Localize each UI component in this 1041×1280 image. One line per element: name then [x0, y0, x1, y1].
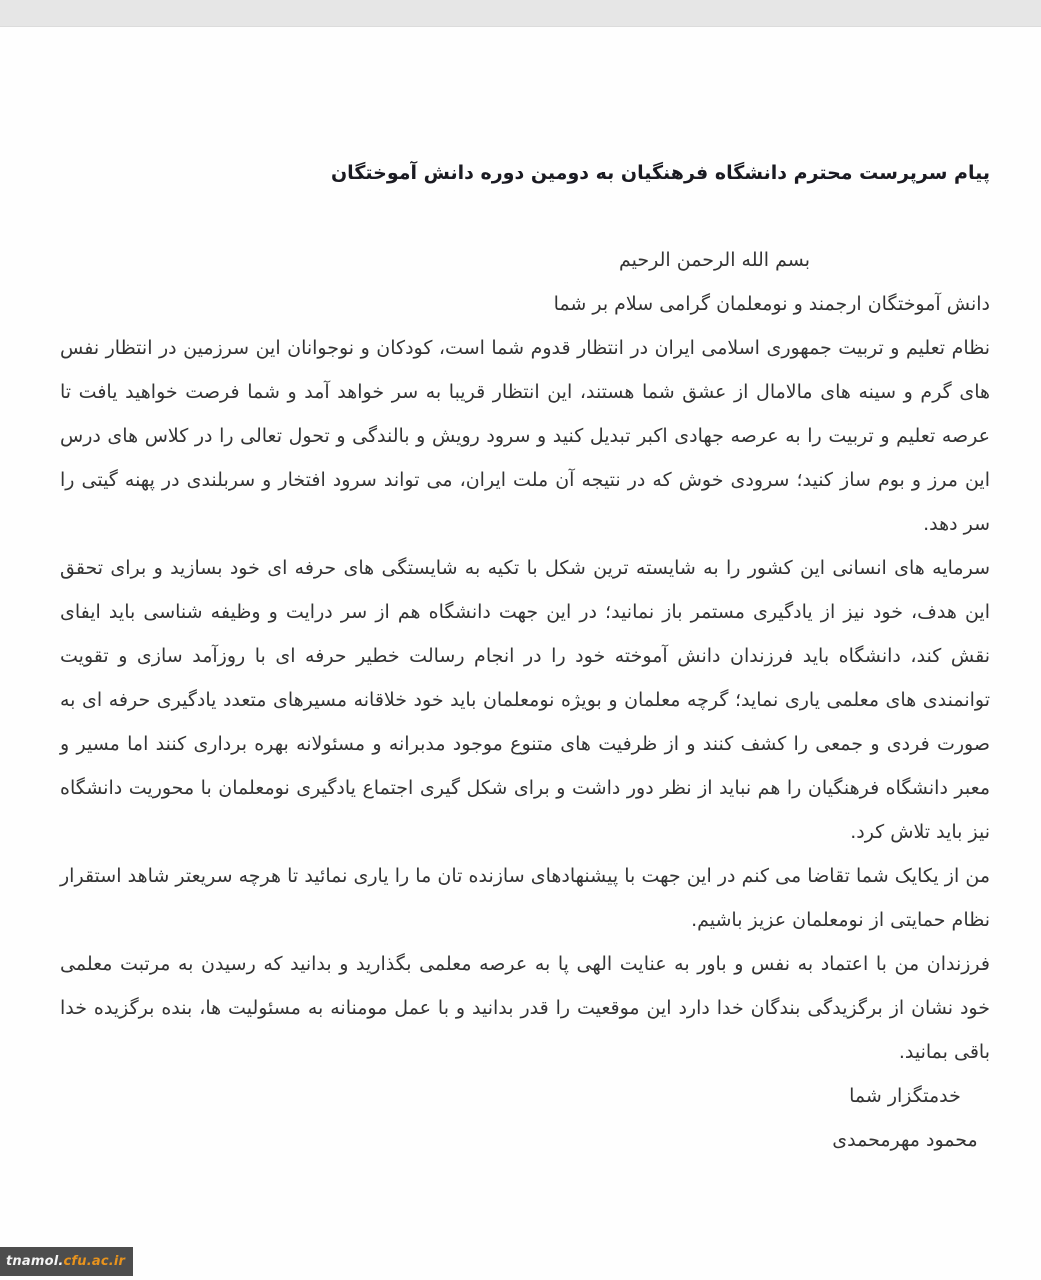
salutation-line: دانش آموختگان ارجمند و نومعلمان گرامی سلام بر شما — [553, 293, 990, 315]
signature-block — [820, 1074, 990, 1162]
letter-paragraph: من از یکایک شما تقاضا می کنم در این جهت با پیشنهادهای سازنده تان ما را یاری نمائید تا هرچه سریعتر شاهد استقرار نظام حمایتی از نومعلمان عزیز باشیم. — [60, 865, 990, 931]
watermark-site-domain: cfu.ac.ir — [63, 1254, 126, 1269]
basmala-line: بسم الله الرحمن الرحیم — [619, 249, 810, 271]
letter-paragraph: سرمایه های انسانی این کشور را به شایسته ترین شکل با تکیه به شایستگی های حرفه ای خود بسازید و برای تحقق این هدف، خود نیز از یادگیری مستمر باز نمانید؛ در این جهت دانشگاه هم از سر درایت و وظیفه شناسی باید ایفای نقش کند، دانشگاه باید فرزندان دانش آموخته خود را در انجام رسالت خطیر حرفه ای با روزآمد سازی و تقویت توانمندی های معلمی یاری نماید؛ گرچه معلمان و بویژه نومعلمان باید خود خلاقانه مسیرهای متعدد یادگیری حرفه ای به صورت فردی و جمعی را کشف کنند و از ظرفیت های متنوع موجود مدبرانه و مسئولانه بهره برداری کنند اما مسیر و معبر دانشگاه فرهنگیان را هم نباید از نظر دور داشت و برای شکل گیری اجتماع یادگیری نومعلمان با محوریت دانشگاه نیز باید تلاش کرد. — [60, 557, 990, 843]
watermark-site-prefix: tnamol. — [6, 1254, 64, 1269]
letter-title: پیام سرپرست محترم دانشگاه فرهنگیان به دومین دوره دانش آموختگان — [330, 162, 990, 184]
signature-name: محمود مهرمحمدی — [832, 1129, 978, 1151]
letter-paragraph: نظام تعلیم و تربیت جمهوری اسلامی ایران در انتظار قدوم شما است، کودکان و نوجوانان این سرزمین در انتظار نفس های گرم و سینه های مالامال از عشق شما هستند، این انتظار قریبا به سر خواهد آمد و شما فرصت خواهید یافت تا عرصه تعلیم و تربیت را به عرصه جهادی اکبر تبدیل کنید و سرود رویش و بالندگی و تحول تعالی را در کلاس های درس این مرز و بوم ساز کنید؛ سرودی خوش که در نتیجه آن ملت ایران، می تواند سرود افتخار و سربلندی در پهنه گیتی را سر دهد. — [60, 337, 990, 535]
watermark-badge — [0, 1247, 133, 1276]
letter-paragraph: فرزندان من با اعتماد به نفس و باور به عنایت الهی پا به عرصه معلمی بگذارید و بدانید که رسیدن به مرتبت معلمی خود نشان از برگزیدگی بندگان خدا دارد این موقعیت را قدر بدانید و با عمل مومنانه به مسئولیت ها، بنده برگزیده خدا باقی بمانید. — [60, 953, 990, 1063]
signature-role: خدمتگزار شما — [849, 1085, 961, 1107]
